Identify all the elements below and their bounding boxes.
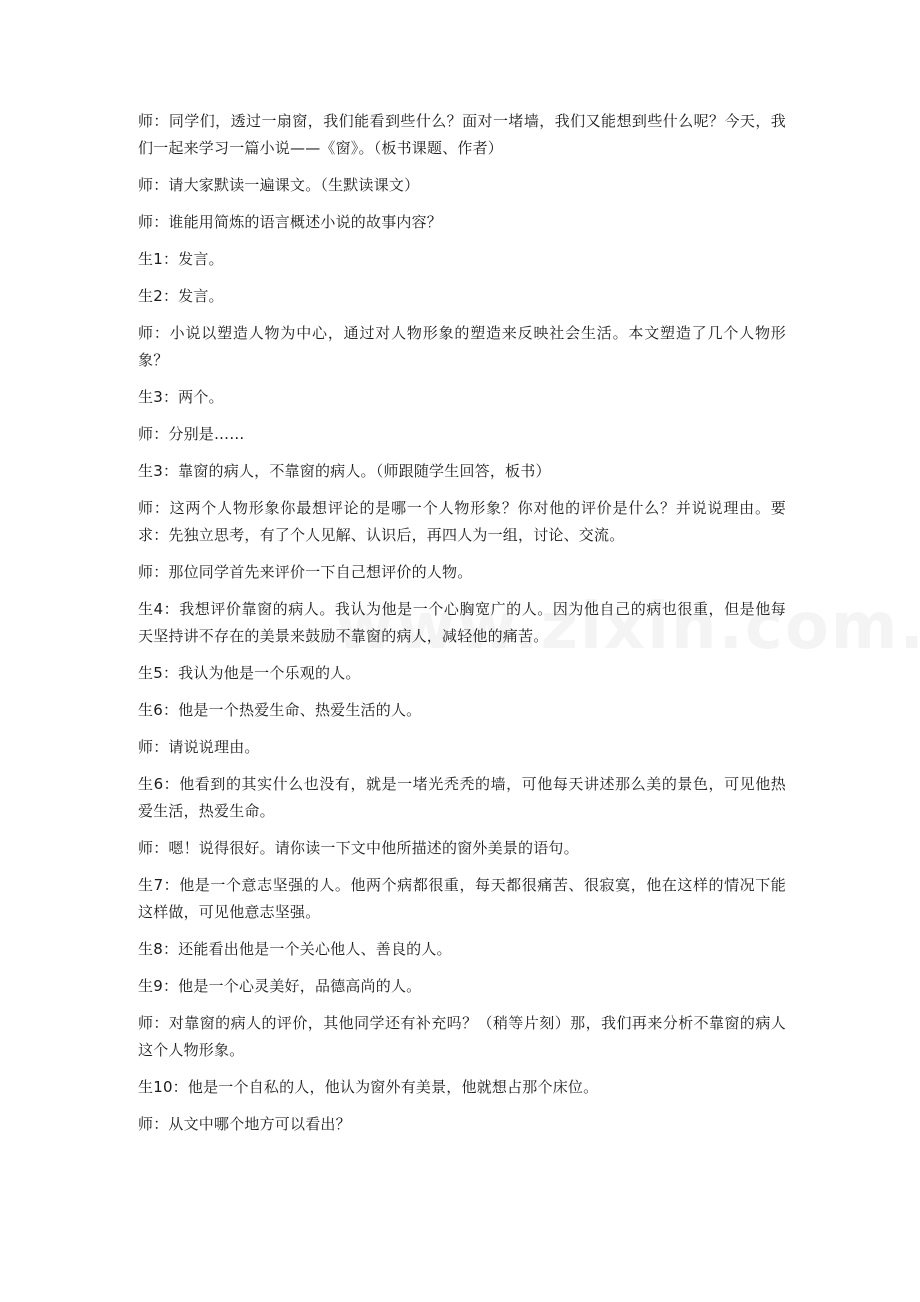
dialogue-line: 师：对靠窗的病人的评价，其他同学还有补充吗？（稍等片刻）那，我们再来分析不靠窗的病人这个人物形象。 — [138, 1014, 786, 1059]
dialogue-line: 师：分别是…… — [138, 425, 245, 443]
dialogue-line: 师：谁能用简炼的语言概述小说的故事内容？ — [138, 213, 443, 231]
dialogue-line: 生10：他是一个自私的人，他认为窗外有美景，他就想占那个床位。 — [138, 1078, 599, 1096]
dialogue-line: 师：嗯！说得很好。请你读一下文中他所描述的窗外美景的语句。 — [138, 839, 579, 857]
dialogue-line: 师：请说说理由。 — [138, 738, 260, 756]
dialogue-line: 生4：我想评价靠窗的病人。我认为他是一个心胸宽广的人。因为他自己的病也很重，但是他每天坚持讲不存在的美景来鼓励不靠窗的病人，减轻他的痛苦。 — [138, 600, 786, 645]
dialogue-line: 生9：他是一个心灵美好，品德高尚的人。 — [138, 977, 422, 995]
dialogue-line: 师：请大家默读一遍课文。（生默读课文） — [138, 176, 420, 194]
dialogue-line: 生5：我认为他是一个乐观的人。 — [138, 664, 361, 682]
dialogue-line: 师：同学们，透过一扇窗，我们能看到些什么？面对一堵墙，我们又能想到些什么呢？今天，我们一起来学习一篇小说——《窗》。（板书课题、作者） — [138, 112, 786, 157]
dialogue-line: 师：这两个人物形象你最想评论的是哪一个人物形象？你对他的评价是什么？并说说理由。要求：先独立思考，有了个人见解、认识后，再四人为一组，讨论、交流。 — [138, 499, 786, 544]
dialogue-line: 生1：发言。 — [138, 250, 224, 268]
dialogue-line: 生6：他看到的其实什么也没有，就是一堵光秃秃的墙，可他每天讲述那么美的景色，可见他热爱生活，热爱生命。 — [138, 775, 786, 820]
document-body — [138, 108, 786, 1148]
dialogue-line: 生8：还能看出他是一个关心他人、善良的人。 — [138, 940, 452, 958]
dialogue-line: 师：小说以塑造人物为中心，通过对人物形象的塑造来反映社会生活。本文塑造了几个人物形象？ — [138, 324, 786, 369]
dialogue-line: 生7：他是一个意志坚强的人。他两个病都很重，每天都很痛苦、很寂寞，他在这样的情况下能这样做，可见他意志坚强。 — [138, 876, 786, 921]
dialogue-line: 生2：发言。 — [138, 287, 224, 305]
dialogue-line: 生3：靠窗的病人，不靠窗的病人。（师跟随学生回答，板书） — [138, 462, 551, 480]
dialogue-line: 生6：他是一个热爱生命、热爱生活的人。 — [138, 701, 422, 719]
dialogue-line: 师：从文中哪个地方可以看出？ — [138, 1115, 351, 1133]
dialogue-line: 生3：两个。 — [138, 388, 224, 406]
dialogue-line: 师：那位同学首先来评价一下自己想评价的人物。 — [138, 563, 473, 581]
